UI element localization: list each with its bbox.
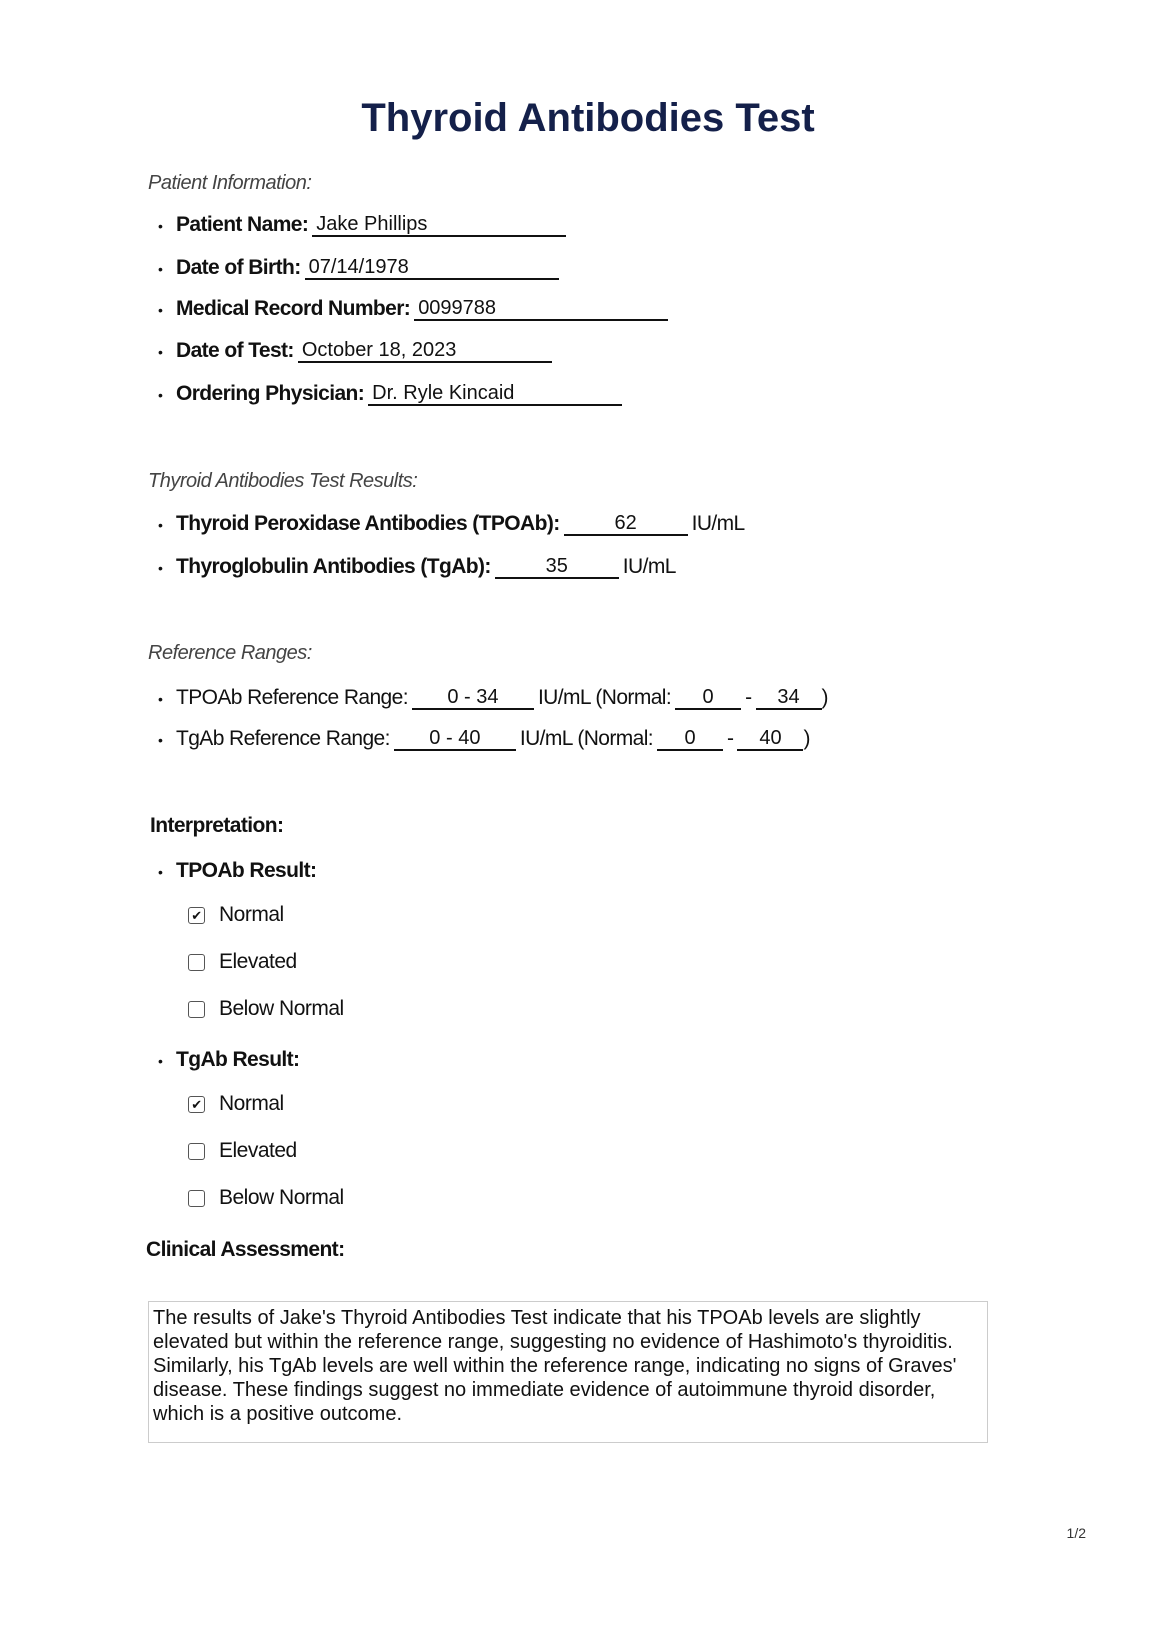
tgab-value[interactable]: 35 [495,555,619,579]
checkbox-icon[interactable] [188,1190,205,1207]
tpoab-normal-checkbox[interactable]: ✔ Normal [188,903,284,927]
checkbox-icon[interactable] [188,1143,205,1160]
tgab-elevated-checkbox[interactable]: Elevated [188,1139,297,1163]
page-title: Thyroid Antibodies Test [361,96,815,140]
field-physician: • Ordering Physician: Dr. Ryle Kincaid [158,382,622,406]
tgab-normal-checkbox[interactable]: ✔ Normal [188,1092,284,1116]
checkbox-checked-icon[interactable]: ✔ [188,1096,205,1113]
results-heading: Thyroid Antibodies Test Results: [148,470,418,492]
checkbox-icon[interactable] [188,954,205,971]
tgab-below-normal-checkbox[interactable]: Below Normal [188,1186,344,1210]
field-date-of-test: • Date of Test: October 18, 2023 [158,339,552,363]
physician-value[interactable]: Dr. Ryle Kincaid [368,382,622,406]
tgab-result-label: • TgAb Result: [158,1048,300,1071]
tpoab-range[interactable]: 0 - 34 [412,686,534,710]
tgab-range[interactable]: 0 - 40 [394,727,516,751]
tgab-normal-high[interactable]: 40 [737,727,803,751]
tpoab-elevated-checkbox[interactable]: Elevated [188,950,297,974]
reference-tgab: • TgAb Reference Range: 0 - 40 IU/mL (Normal: 0 - 40 ) [158,727,810,750]
clinical-heading: Clinical Assessment: [146,1238,345,1261]
page-number: 1/2 [1066,1525,1086,1541]
interpretation-heading: Interpretation: [150,814,284,837]
checkbox-checked-icon[interactable]: ✔ [188,907,205,924]
result-tgab: • Thyroglobulin Antibodies (TgAb): 35 IU/mL [158,555,676,578]
tpoab-normal-low[interactable]: 0 [675,686,741,710]
tgab-normal-low[interactable]: 0 [657,727,723,751]
reference-heading: Reference Ranges: [148,642,312,664]
tpoab-normal-high[interactable]: 34 [756,686,822,710]
field-dob: • Date of Birth: 07/14/1978 [158,256,559,280]
patient-name-value[interactable]: Jake Phillips [312,213,566,237]
tpoab-value[interactable]: 62 [564,512,688,536]
result-tpoab: • Thyroid Peroxidase Antibodies (TPOAb): 62 IU/mL [158,512,745,535]
reference-tpoab: • TPOAb Reference Range: 0 - 34 IU/mL (Normal: 0 - 34 ) [158,686,828,709]
field-patient-name: • Patient Name: Jake Phillips [158,213,566,237]
date-of-test-value[interactable]: October 18, 2023 [298,339,552,363]
field-mrn: • Medical Record Number: 0099788 [158,297,668,321]
clinical-assessment-text[interactable]: The results of Jake's Thyroid Antibodies Test indicate that his TPOAb levels are slightly elevated but within the reference range, suggesting no evidence of Hashimoto's thyroiditis. Similarly, his TgAb levels are well within the reference range, indicating no signs of Graves' disease. These findings suggest no immediate evidence of autoimmune thyroid disorder, which is a positive outcome. [148,1301,988,1443]
tpoab-below-normal-checkbox[interactable]: Below Normal [188,997,344,1021]
mrn-value[interactable]: 0099788 [414,297,668,321]
dob-value[interactable]: 07/14/1978 [305,256,559,280]
patient-info-heading: Patient Information: [148,172,312,194]
checkbox-icon[interactable] [188,1001,205,1018]
tpoab-result-label: • TPOAb Result: [158,859,317,882]
